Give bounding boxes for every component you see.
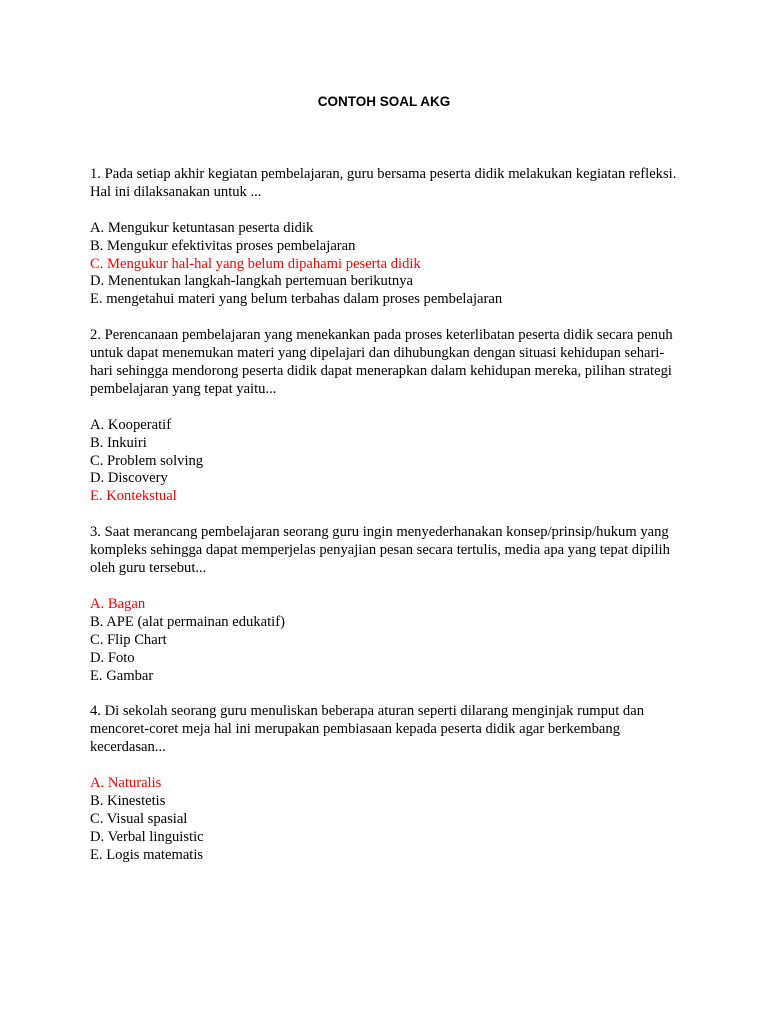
- option-e: E. Logis matematis: [90, 846, 204, 863]
- question-list: [90, 166, 680, 883]
- question-3: [90, 524, 680, 685]
- option-c: C. Visual spasial: [90, 810, 188, 827]
- option-b: B. Mengukur efektivitas proses pembelajaran: [90, 237, 356, 254]
- option-c: C. Flip Chart: [90, 631, 167, 648]
- option-d: D. Foto: [90, 649, 135, 666]
- question-text: 1. Pada setiap akhir kegiatan pembelajaran, guru bersama peserta didik melakukan kegiatan refleksi. Hal ini dilaksanakan untuk ...: [90, 166, 677, 200]
- option-d: D. Discovery: [90, 470, 168, 487]
- option-e-correct-answer: E. Kontekstual: [90, 488, 177, 505]
- option-e: E. mengetahui materi yang belum terbahas dalam proses pembelajaran: [90, 291, 503, 308]
- document-title: CONTOH SOAL AKG: [317, 94, 451, 109]
- option-c-correct-answer: C. Mengukur hal-hal yang belum dipahami peserta didik: [90, 255, 421, 272]
- question-text: 4. Di sekolah seorang guru menuliskan beberapa aturan seperti dilarang menginjak rumput dan mencoret-coret meja hal ini merupakan pembiasaan kepada peserta didik agar berkembang kecerdasan...: [90, 703, 644, 756]
- option-b: B. APE (alat permainan edukatif): [90, 613, 285, 630]
- option-d: D. Verbal linguistic: [90, 828, 204, 845]
- option-a: A. Kooperatif: [90, 416, 172, 433]
- option-e: E. Gambar: [90, 667, 154, 684]
- option-d: D. Menentukan langkah-langkah pertemuan berikutnya: [90, 273, 413, 290]
- option-a-correct-answer: A. Naturalis: [90, 775, 162, 792]
- question-4: [90, 703, 680, 864]
- question-2: [90, 327, 680, 506]
- option-b: B. Kinestetis: [90, 792, 166, 809]
- option-b: B. Inkuiri: [90, 434, 147, 451]
- question-1: [90, 166, 680, 309]
- option-a: A. Mengukur ketuntasan peserta didik: [90, 219, 314, 236]
- question-text: 3. Saat merancang pembelajaran seorang guru ingin menyederhanakan konsep/prinsip/hukum yang kompleks sehingga dapat memperjelas penyajian pesan secara tertulis, media apa yang tepat dipilih oleh guru tersebut...: [90, 524, 670, 577]
- option-c: C. Problem solving: [90, 452, 204, 469]
- option-a-correct-answer: A. Bagan: [90, 595, 146, 612]
- question-text: 2. Perencanaan pembelajaran yang menekankan pada proses keterlibatan peserta didik secara penuh untuk dapat menemukan materi yang dipelajari dan dihubungkan dengan situasi kehidupan sehari-hari sehingga mendorong peserta didik dapat menerapkan dalam kehidupan mereka, pilihan strategi pembelajaran yang tepat yaitu...: [90, 327, 673, 397]
